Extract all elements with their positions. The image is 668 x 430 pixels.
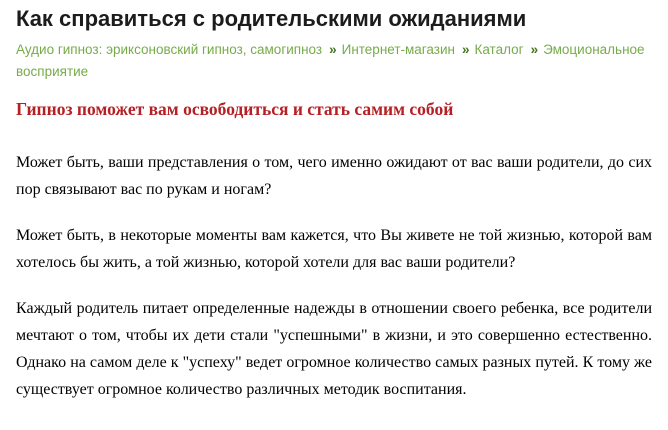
- article-paragraph: Может быть, в некоторые моменты вам кажется, что Вы живете не той жизнью, которой вам хотелось бы жить, а той жизнью, которой хотели для вас ваши родители?: [16, 227, 652, 271]
- breadcrumb: [16, 39, 652, 83]
- breadcrumb-link-audio-hypnosis[interactable]: Аудио гипноз: эриксоновский гипноз, самогипноз: [16, 42, 323, 57]
- article-subheading: Гипноз поможет вам освободиться и стать самим собой: [16, 99, 454, 119]
- breadcrumb-separator: »: [329, 42, 337, 57]
- article-paragraph: Каждый родитель питает определенные надежды в отношении своего ребенка, все родители мечтают о том, чтобы их дети стали "успешными" в жизни, и это совершенно естественно. Однако на самом деле к "успеху" ведет огромное количество самых разных путей. К тому же существует огромное количество различных методик воспитания.: [16, 300, 652, 398]
- breadcrumb-separator: »: [530, 42, 539, 57]
- breadcrumb-link-catalog[interactable]: Каталог: [474, 42, 524, 57]
- article-paragraph: Может быть, ваши представления о том, чего именно ожидают от вас ваши родители, до сих пор связывают вас по рукам и ногам?: [16, 154, 652, 198]
- article-body: [16, 149, 652, 403]
- breadcrumb-separator: »: [461, 42, 470, 57]
- breadcrumb-link-emotional-perception[interactable]: Эмоциональное восприятие: [16, 42, 645, 79]
- article-page: [0, 5, 668, 403]
- breadcrumb-link-online-store[interactable]: Интернет-магазин: [341, 42, 455, 57]
- page-title: Как справиться с родительскими ожиданиями: [16, 6, 527, 31]
